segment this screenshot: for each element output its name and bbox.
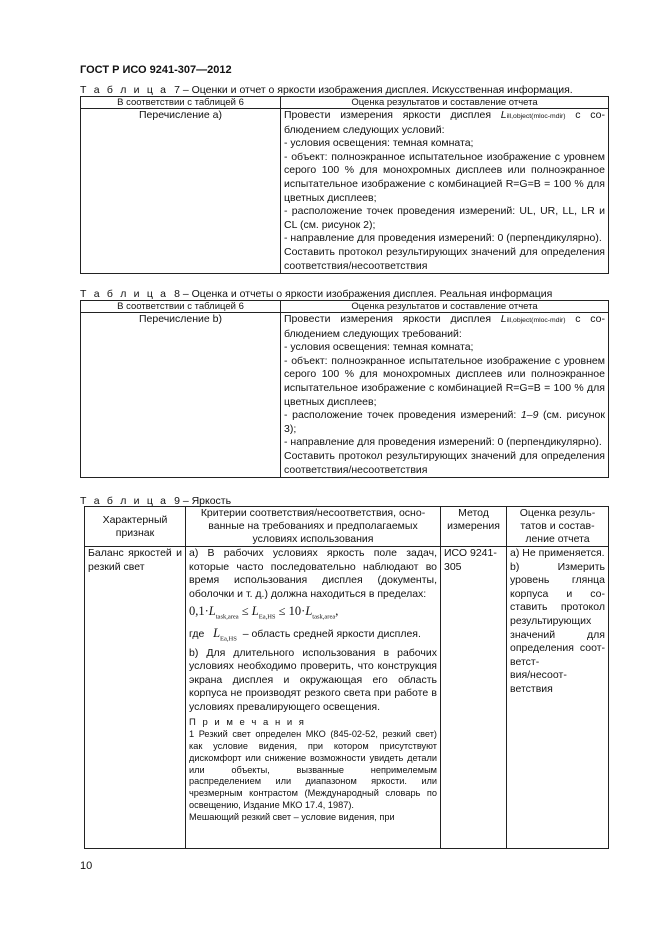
table7-intro [284,109,605,137]
table9-header-criteria: Критерии соответствия/несоответствия, основанные на требованиях и предполагаемых условиях использования [186,507,441,547]
table7-intro-b: с соблюдением следующих условий: [284,109,605,136]
table8-row-label [81,313,281,478]
table9-feature-text: Баланс яркостей и резкий свет [88,547,182,573]
table9-where-a: где [189,628,205,641]
table7-symbol: L [500,109,507,121]
table8-assessment-cell [281,313,609,478]
table7 [80,96,609,274]
table8-points-b: (см. рисунок 3); [284,409,605,435]
table8-col1-header: В соответствии с таблицей 6 [81,301,281,313]
page-number: 10 [80,860,93,872]
where-symbol-sub: Ea,HS [220,635,237,643]
table8-row-label-text: Перечисление b) [138,313,223,325]
table8-intro-b: с соблюдением следующих требований: [284,313,605,340]
formula-sub-1: task,area [215,613,239,621]
table8-caption [80,288,552,300]
table7-caption-text: – Оценки и отчет о яркости изображения дисплея. Искусственная информация. [182,84,573,96]
formula-symbol-3: L [305,604,313,619]
table9-caption-text: – Яркость [182,495,232,507]
table8 [80,300,609,478]
formula-symbol-2: L [251,604,259,619]
table7-caption-number: 7 [174,84,180,96]
table8-points-a: - расположение точек проведения измерений: [284,409,521,422]
where-symbol: L [213,626,221,641]
table9-header-method: Метод измерения [441,507,507,547]
table9-where-b: – область средней яркости дисплея. [242,628,421,641]
table9-evaluation-cell: а) Не применяется. b) Измерить уровень глянца корпуса и составить протокол результирующих значений для определения соответст- вия/несоответствия [507,547,609,849]
table9-note-tail: Мешающий резкий свет – условие видения, при [189,811,395,822]
table9-caption-number: 9 [174,495,180,507]
table8-points [284,409,605,436]
table8-caption-number: 8 [174,288,180,300]
formula-coef-low: 0,1· [189,604,209,619]
table7-symbol-sub: ill,object(mloc-mdir) [506,113,566,120]
table8-body-end: - направление для проведения измерений: 0 (перпендикулярно). Составить протокол результирующих значений для определения соответствия/несоответствия [284,436,605,476]
table7-assessment-cell [281,109,609,274]
table9-criterion-b: b) Для длительного использования в рабочих условиях необходимо проверить, что конструкция экрана дисплея и окружающая его область корпуса не производят резкого света при работе в условиях превалирующего освещения. [189,646,437,713]
table7-row-label [81,109,281,274]
table7-caption [80,84,573,96]
table9-feature-cell [85,547,186,849]
table9-note-1: 1 Резкий свет определен МКО (845-02-52, резкий свет) как условие видения, при котором присутствуют дискомфорт или снижение возможности увидеть детали или объекты, вызванные непримелемым распределением или диапазоном яркости. или чрезмерным контрастом (Международный словарь по освещению, Издание МКО 17.4, 1987). [189,729,437,810]
table9-caption-word: Т а б л и ц а [80,495,169,507]
formula-le-1: ≤ [241,604,249,619]
table7-caption-word: Т а б л и ц а [80,84,169,96]
table9-header-evaluation: Оценка результатов и составление отчета [507,507,609,547]
table9 [84,506,609,849]
table9-criterion-a: а) В рабочих условиях яркость поле задач, которые часто последовательно наблюдают во время использования дисплея (документы, оболочки и т. д.) должна находиться в пределах: [189,547,437,600]
table7-body: - условия освещения: темная комната; - объект: полноэкранное испытательное изображение с уровнем серого 100 % для монохромных дисплеев или полноэкранное испытательное изображение с комбинацией R=G=B = 100 % для цветных дисплеев; - расположение точек проведения измерений: UL, UR, LL, LR и CL (см. рисунок 2); - направление для проведения измерений: 0 (перпендикулярно). Составить протокол результирующих значений для определения соответствия/несоответствия [284,137,605,272]
formula-symbol-1: L [208,604,216,619]
table9-header-feature: Характерный признак [85,507,186,547]
luminance-formula [189,601,437,627]
table7-col1-header: В соответствии с таблицей 6 [81,97,281,109]
table8-symbol-sub: ill,object(mloc-mdir) [506,317,566,324]
document-code: ГОСТ Р ИСО 9241-307—2012 [80,64,232,76]
table8-col2-header: Оценка результатов и составление отчета [281,301,609,313]
formula-tail: , [335,604,339,619]
table9-notes-title: П р и м е ч а н и я [189,716,306,728]
table8-caption-text: – Оценка и отчеты о яркости изображения дисплея. Реальная информация [182,288,553,300]
table7-intro-a: Провести измерения яркости дисплея [284,109,492,121]
table8-body: - условия освещения: темная комната; - объект: полноэкранное испытательное изображение с уровнем серого 100 % для монохромных дисплеев или полноэкранное испытательное изображение с комбинацией R=G=B = 100 % для цветных дисплеев; [284,341,605,408]
table7-row-label-text: Перечисление а) [138,109,223,121]
table9-criteria-cell [186,547,441,849]
table7-col2-header: Оценка результатов и составление отчета [281,97,609,109]
table9-method-cell [441,547,507,849]
table8-intro [284,313,605,341]
formula-coef-high: 10· [288,604,306,619]
formula-sub-2: Ea,HS [258,613,276,621]
formula-le-2: ≤ [278,604,286,619]
table8-points-range: 1–9 [520,409,539,422]
formula-sub-3: task,area [312,613,336,621]
table8-intro-a: Провести измерения яркости дисплея [284,313,492,325]
table8-caption-word: Т а б л и ц а [80,288,169,300]
table9-where [189,627,437,646]
table8-symbol: L [500,313,507,325]
table9-method-text: ИСО 9241-305 [444,547,497,573]
